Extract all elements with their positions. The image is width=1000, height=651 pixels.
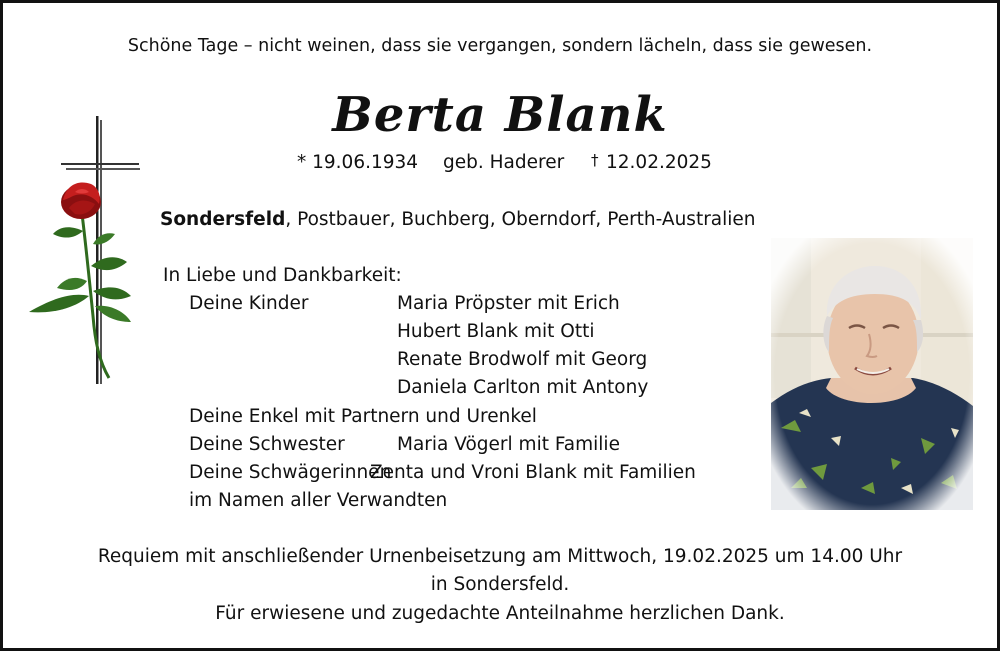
places-line — [160, 209, 756, 230]
intro-line: In Liebe und Dankbarkeit: — [163, 265, 402, 286]
sisters-in-law-entry: Zenta und Vroni Blank mit Familien — [370, 462, 696, 483]
relatives-line: im Namen aller Verwandten — [189, 490, 448, 511]
child-entry: Renate Brodwolf mit Georg — [397, 349, 648, 370]
deceased-name: Berta Blank — [332, 87, 668, 143]
portrait-photo — [771, 238, 973, 510]
children-label: Deine Kinder — [189, 293, 309, 314]
rose-and-cross-icon — [23, 116, 143, 386]
child-entry: Daniela Carlton mit Antony — [397, 377, 649, 398]
sister-entry: Maria Vögerl mit Familie — [397, 434, 620, 455]
sisters-in-law-label: Deine Schwägerinnen — [189, 462, 392, 483]
requiem-line: Requiem mit anschließender Urnenbeisetzung am Mittwoch, 19.02.2025 um 14.00 Uhr — [97, 546, 903, 567]
maiden-name: geb. Haderer — [443, 152, 565, 173]
sister-label: Deine Schwester — [189, 434, 345, 455]
other-places: , Postbauer, Buchberg, Oberndorf, Perth-Australien — [285, 209, 756, 230]
child-entry: Hubert Blank mit Otti — [397, 321, 595, 342]
death-cross-symbol: † — [591, 151, 599, 169]
death-date: 12.02.2025 — [606, 152, 712, 173]
primary-place: Sondersfeld — [160, 209, 286, 230]
requiem-location: in Sondersfeld. — [430, 574, 570, 595]
motto-line: Schöne Tage – nicht weinen, dass sie vergangen, sondern lächeln, dass sie gewesen. — [127, 36, 873, 56]
birth-date: * 19.06.1934 — [297, 152, 419, 173]
thanks-line: Für erwiesene und zugedachte Anteilnahme herzlichen Dank. — [215, 603, 785, 624]
grandchildren-line: Deine Enkel mit Partnern und Urenkel — [189, 406, 537, 427]
child-entry: Maria Pröpster mit Erich — [397, 293, 620, 314]
